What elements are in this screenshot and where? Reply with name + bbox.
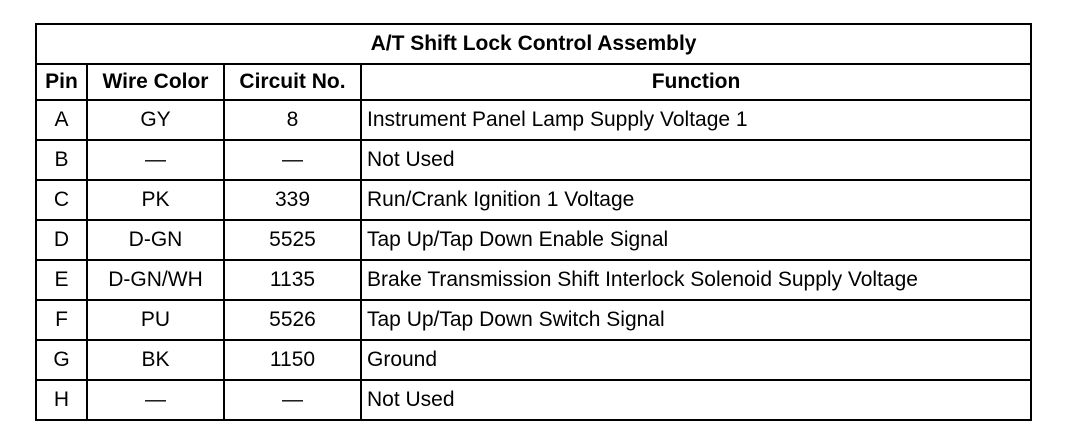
wire-color-cell: GY — [87, 100, 224, 140]
circuit-no-cell: 8 — [224, 100, 361, 140]
pin-cell: A — [36, 100, 87, 140]
table-header-row — [36, 64, 1031, 100]
header-pin: Pin — [36, 64, 87, 100]
table-row — [36, 220, 1031, 260]
function-cell: Brake Transmission Shift Interlock Solenoid Supply Voltage — [361, 260, 1031, 300]
table-row — [36, 380, 1031, 420]
pin-cell: B — [36, 140, 87, 180]
table-row — [36, 100, 1031, 140]
wire-color-cell: D-GN — [87, 220, 224, 260]
header-wire-color: Wire Color — [87, 64, 224, 100]
table-row — [36, 180, 1031, 220]
circuit-no-cell: 5525 — [224, 220, 361, 260]
circuit-no-cell: — — [224, 380, 361, 420]
function-cell: Tap Up/Tap Down Switch Signal — [361, 300, 1031, 340]
header-circuit-no: Circuit No. — [224, 64, 361, 100]
circuit-no-cell: 1150 — [224, 340, 361, 380]
wire-color-cell: PK — [87, 180, 224, 220]
pin-cell: C — [36, 180, 87, 220]
table-row — [36, 260, 1031, 300]
table-row — [36, 300, 1031, 340]
wire-color-cell: — — [87, 380, 224, 420]
wire-color-cell: — — [87, 140, 224, 180]
function-cell: Instrument Panel Lamp Supply Voltage 1 — [361, 100, 1031, 140]
table-row — [36, 340, 1031, 380]
pin-cell: F — [36, 300, 87, 340]
table-row — [36, 140, 1031, 180]
pin-cell: E — [36, 260, 87, 300]
function-cell: Ground — [361, 340, 1031, 380]
circuit-no-cell: 1135 — [224, 260, 361, 300]
circuit-no-cell: — — [224, 140, 361, 180]
table-title: A/T Shift Lock Control Assembly — [36, 24, 1031, 64]
connector-end-view-table — [35, 23, 1032, 421]
wire-color-cell: D-GN/WH — [87, 260, 224, 300]
wire-color-cell: BK — [87, 340, 224, 380]
pin-cell: G — [36, 340, 87, 380]
function-cell: Tap Up/Tap Down Enable Signal — [361, 220, 1031, 260]
function-cell: Run/Crank Ignition 1 Voltage — [361, 180, 1031, 220]
pin-cell: H — [36, 380, 87, 420]
circuit-no-cell: 339 — [224, 180, 361, 220]
pin-cell: D — [36, 220, 87, 260]
wire-color-cell: PU — [87, 300, 224, 340]
header-function: Function — [361, 64, 1031, 100]
function-cell: Not Used — [361, 140, 1031, 180]
function-cell: Not Used — [361, 380, 1031, 420]
circuit-no-cell: 5526 — [224, 300, 361, 340]
table-title-row — [36, 24, 1031, 64]
